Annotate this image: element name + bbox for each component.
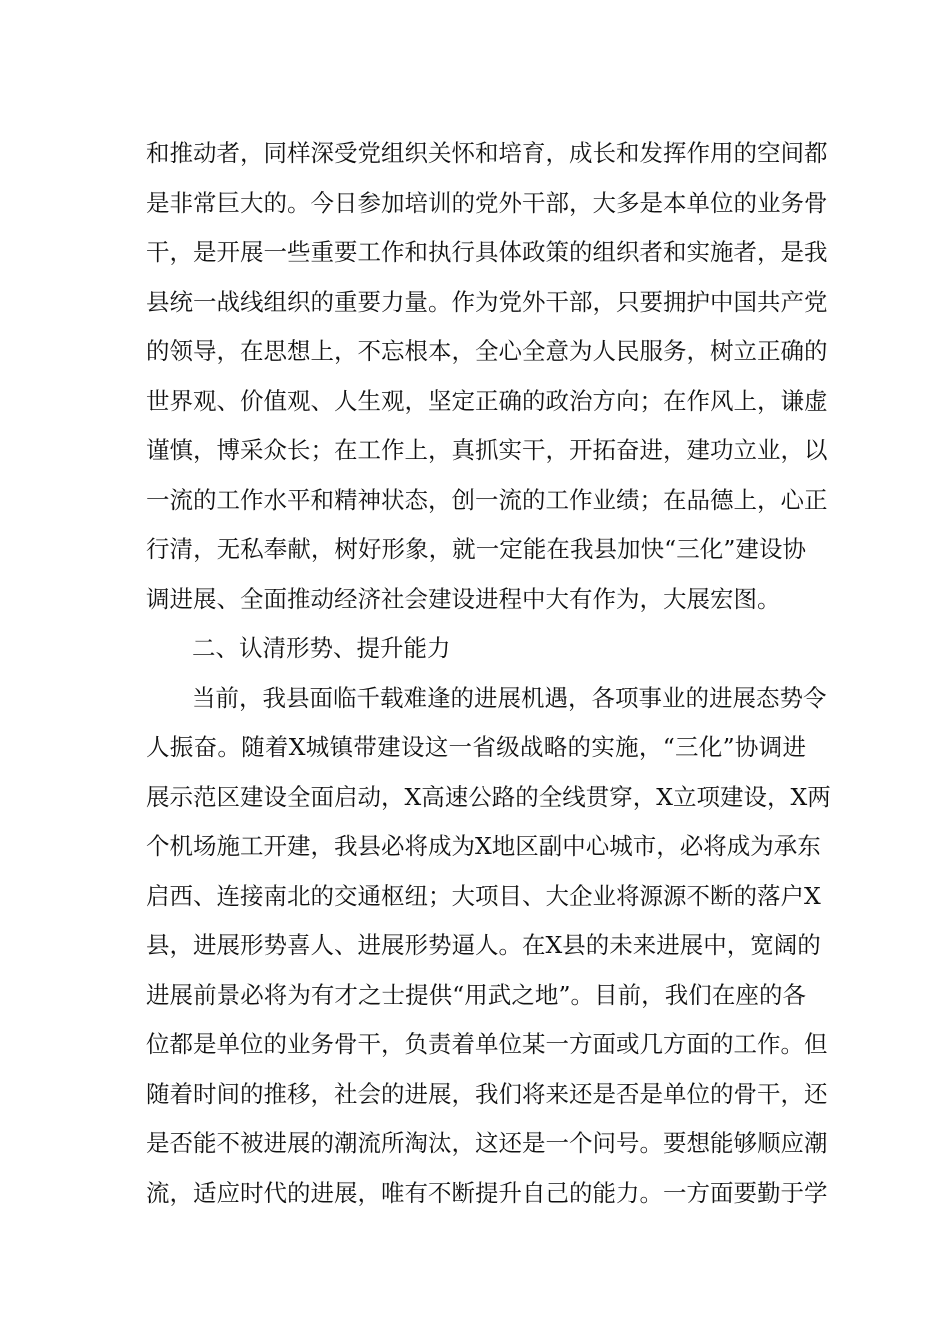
text-line: 展示范区建设全面启动，X高速公路的全线贯穿，X立项建设，X两 (146, 783, 831, 811)
text-line: 是非常巨大的。今日参加培训的党外干部，大多是本单位的业务骨 (146, 189, 828, 217)
text-line: 人振奋。随着X城镇带建设这一省级战略的实施，“三化”协调进 (146, 733, 806, 761)
text-line: 随着时间的推移，社会的进展，我们将来还是否是单位的骨干，还 (146, 1080, 828, 1108)
text-line: 和推动者，同样深受党组织关怀和培育，成长和发挥作用的空间都 (146, 139, 828, 167)
text-line: 一流的工作水平和精神状态，创一流的工作业绩；在品德上，心正 (146, 486, 828, 514)
section-heading: 二、认清形势、提升能力 (192, 634, 451, 662)
text-line: 干，是开展一些重要工作和执行具体政策的组织者和实施者，是我 (146, 238, 828, 266)
text-line: 县统一战线组织的重要力量。作为党外干部，只要拥护中国共产党 (146, 288, 828, 316)
text-line: 行清，无私奉献，树好形象，就一定能在我县加快“三化”建设协 (146, 535, 806, 563)
text-line: 是否能不被进展的潮流所淘汰，这还是一个问号。要想能够顺应潮 (146, 1129, 828, 1157)
text-line: 县，进展形势喜人、进展形势逼人。在X县的未来进展中，宽阔的 (146, 931, 821, 959)
text-line: 个机场施工开建，我县必将成为X地区副中心城市，必将成为承东 (146, 832, 821, 860)
text-line: 的领导，在思想上，不忘根本，全心全意为人民服务，树立正确的 (146, 337, 828, 365)
text-line: 进展前景必将为有才之士提供“用武之地”。目前，我们在座的各 (146, 981, 806, 1009)
text-line: 调进展、全面推动经济社会建设进程中大有作为，大展宏图。 (146, 585, 781, 613)
text-line: 位都是单位的业务骨干，负责着单位某一方面或几方面的工作。但 (146, 1030, 828, 1058)
text-line: 当前，我县面临千载难逢的进展机遇，各项事业的进展态势令 (192, 684, 827, 712)
text-line: 世界观、价值观、人生观，坚定正确的政治方向；在作风上，谦虚 (146, 387, 828, 415)
text-line: 启西、连接南北的交通枢纽；大项目、大企业将源源不断的落户X (146, 882, 821, 910)
text-line: 流，适应时代的进展，唯有不断提升自己的能力。一方面要勤于学 (146, 1179, 828, 1207)
text-line: 谨慎，博采众长；在工作上，真抓实干，开拓奋进，建功立业，以 (146, 436, 828, 464)
